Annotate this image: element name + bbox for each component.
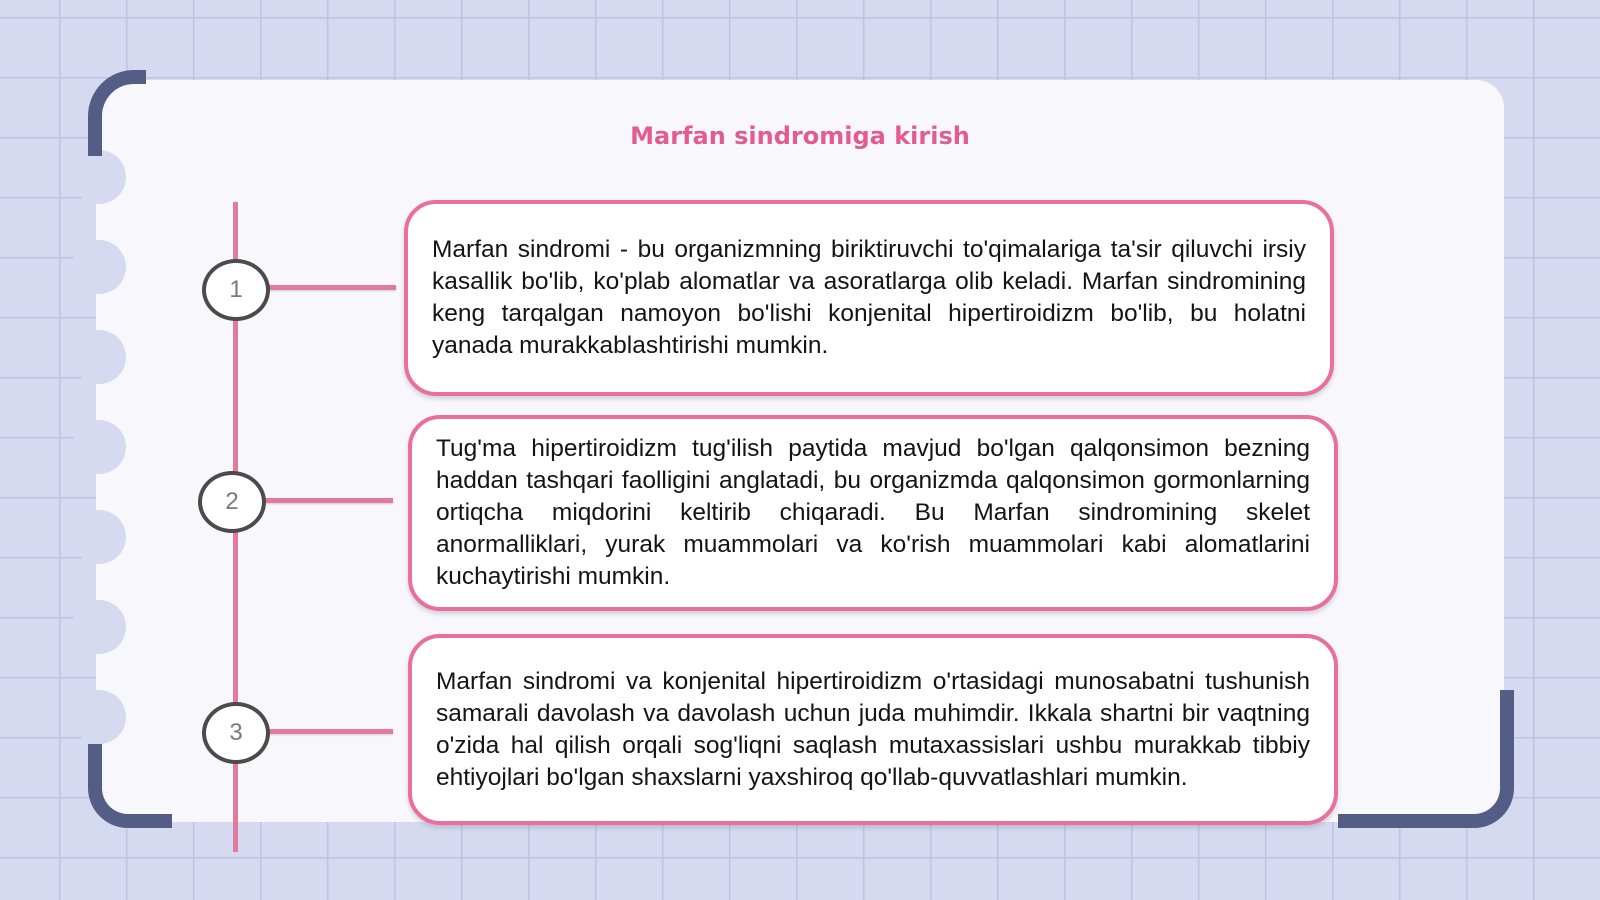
scallop-edge	[72, 420, 126, 474]
timeline-connector-1	[262, 285, 396, 290]
timeline-card-1	[404, 200, 1334, 396]
timeline-card-text: Marfan sindromi - bu organizmning biriktiruvchi to'qimalariga ta'sir qiluvchi irsiy kasallik bo'lib, ko'plab alomatlar va asoratlarga olib keladi. Marfan sindromining keng tarqalgan namoyon bo'lishi konjenital hipertiroidizm bo'lib, bu holatni yanada murakkablashtirishi mumkin.	[432, 236, 1306, 359]
timeline-connector-3	[262, 729, 393, 734]
timeline-number-1: 1	[202, 259, 270, 321]
timeline-card-2	[408, 415, 1338, 611]
frame-corner-top-left	[88, 70, 146, 156]
frame-corner-bottom-left	[88, 744, 172, 828]
slide-title: Marfan sindromiga kirish	[630, 122, 970, 150]
scallop-edge	[72, 600, 126, 654]
timeline-connector-2	[258, 498, 393, 503]
scallop-edge	[72, 150, 126, 204]
timeline-number-3: 3	[202, 702, 270, 764]
timeline-number-2: 2	[198, 471, 266, 533]
timeline-card-text: Tug'ma hipertiroidizm tug'ilish paytida mavjud bo'lgan qalqonsimon bezning haddan tashqari faolligini anglatadi, bu organizmda qalqonsimon gormonlarning ortiqcha miqdorini keltirib chiqaradi. Bu Marfan sindromining skelet anormalliklari, yurak muammolari va ko'rish muammolari kabi alomatlarini kuchaytirishi mumkin.	[436, 435, 1310, 590]
scallop-edge	[72, 240, 126, 294]
timeline-card-3	[408, 634, 1338, 825]
scallop-edge	[72, 330, 126, 384]
scallop-edge	[72, 510, 126, 564]
timeline-card-text: Marfan sindromi va konjenital hipertiroidizm o'rtasidagi munosabatni tushunish samarali davolash va davolash uchun juda muhimdir. Ikkala shartni bir vaqtning o'zida hal qilish orqali sog'liqni saqlash mutaxassislari ushbu murakkab tibbiy ehtiyojlari bo'lgan shaxslarni yaxshiroq qo'llab-quvvatlashlari mumkin.	[436, 667, 1310, 791]
frame-corner-bottom-right	[1338, 690, 1514, 828]
scallop-edge	[72, 690, 126, 744]
